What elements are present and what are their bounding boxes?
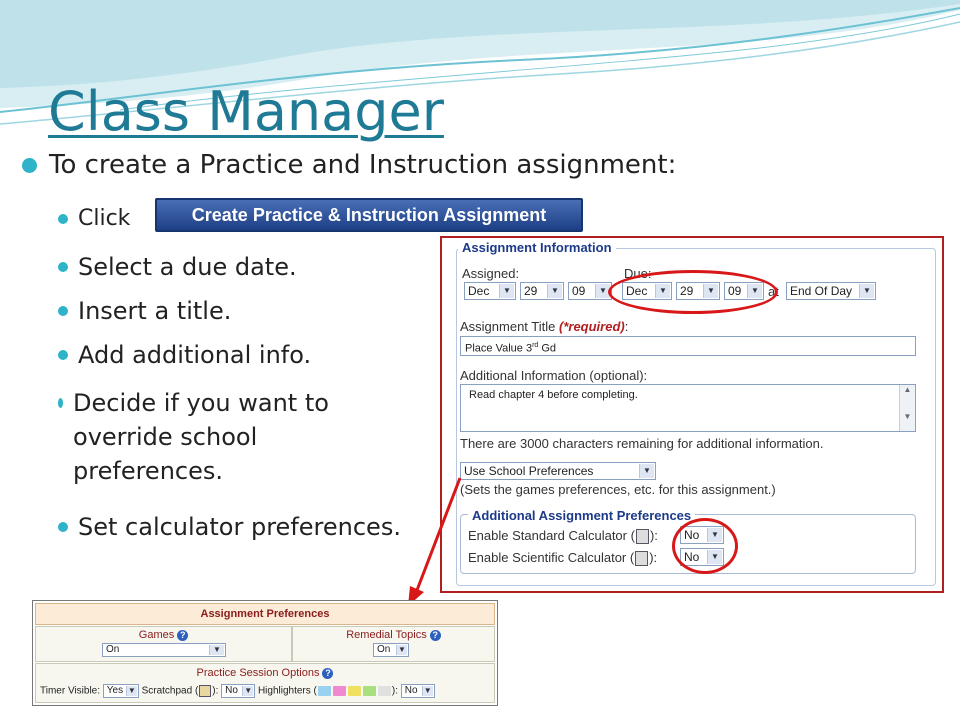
assigned-year-select[interactable] [568, 282, 612, 300]
preferences-select[interactable] [460, 462, 656, 480]
sci-calc-value: No [684, 550, 700, 564]
chevron-down-icon: ▼ [499, 284, 514, 298]
scratchpad-icon [199, 685, 211, 697]
chevron-down-icon: ▼ [707, 550, 722, 564]
calculator-highlight [672, 518, 738, 574]
highlighters-select[interactable] [401, 684, 435, 698]
help-icon[interactable]: ? [177, 630, 188, 641]
scroll-down-icon: ▼ [903, 412, 912, 421]
bullet-due-text: Select a due date. [78, 253, 297, 281]
highlighter-green-icon [363, 686, 376, 696]
scratchpad-value: No [225, 685, 238, 696]
remedial-value: On [377, 644, 391, 655]
chevron-down-icon: ▼ [126, 686, 137, 696]
sci-calc-label-text: Enable Scientific Calculator ( [468, 550, 635, 565]
highlighter-pink-icon [333, 686, 346, 696]
textarea-scrollbar[interactable] [899, 385, 915, 431]
highlighters-value: No [404, 685, 418, 696]
chevron-down-icon: ▼ [859, 284, 874, 298]
bullet-title-text: Insert a title. [78, 297, 232, 325]
bullet-dot [58, 398, 63, 408]
title-label-text: Assignment Title [460, 319, 556, 334]
games-select[interactable] [102, 643, 226, 657]
main-bullet-text: To create a Practice and Instruction assignment: [49, 150, 677, 180]
assigned-month-value: Dec [468, 284, 490, 298]
remedial-cell [292, 626, 495, 662]
bullet-info-text: Add additional info. [78, 341, 312, 369]
highlighters-label: Highlighters ( [257, 685, 317, 697]
due-month-value: Dec [626, 284, 648, 298]
remedial-label: Remedial Topics [346, 629, 427, 641]
games-cell [35, 626, 292, 662]
title-label [460, 319, 628, 334]
due-label: Due: [624, 266, 652, 281]
scientific-calculator-icon [635, 551, 648, 566]
additional-prefs-legend: Additional Assignment Preferences [468, 508, 695, 523]
assignment-info-panel [440, 236, 944, 593]
std-calc-value: No [684, 528, 700, 542]
timer-value: Yes [106, 685, 124, 696]
sci-calc-label-close: ): [649, 550, 658, 565]
bullet-dot [58, 522, 68, 532]
due-time-select[interactable] [786, 282, 876, 300]
scroll-up-icon: ▲ [903, 385, 912, 394]
games-label: Games [138, 629, 175, 641]
assigned-day-value: 29 [524, 284, 538, 298]
timer-select[interactable] [103, 684, 139, 698]
games-value: On [106, 644, 120, 655]
chevron-down-icon: ▼ [707, 528, 722, 542]
bullet-calc-text: Set calculator preferences. [78, 513, 401, 541]
additional-info-label: Additional Information (optional): [460, 368, 648, 383]
assignment-info-legend: Assignment Information [458, 240, 616, 255]
create-assignment-button[interactable]: Create Practice & Instruction Assignment [155, 198, 583, 232]
highlighter-eraser-icon [378, 686, 391, 696]
assigned-month-select[interactable] [464, 282, 516, 300]
remedial-select[interactable] [373, 643, 409, 657]
assigned-day-select[interactable] [520, 282, 564, 300]
due-time-value: End Of Day [790, 284, 853, 298]
due-day-value: 29 [680, 284, 694, 298]
highlighter-blue-icon [318, 686, 331, 696]
assignment-prefs-header: Assignment Preferences [35, 603, 495, 625]
practice-options-row [40, 684, 435, 698]
bullet-dot [58, 262, 68, 272]
chevron-down-icon: ▼ [639, 464, 654, 478]
bullet-dot [58, 214, 68, 224]
std-calc-label-close: ): [649, 528, 658, 543]
red-arrow [400, 470, 470, 610]
chevron-down-icon: ▼ [547, 284, 562, 298]
remedial-title [293, 629, 494, 641]
at-label: at [768, 284, 779, 299]
due-date-highlight [608, 270, 778, 314]
scratchpad-select[interactable] [221, 684, 255, 698]
due-year-value: 09 [728, 284, 742, 298]
scratchpad-label: Scratchpad ( [141, 685, 199, 697]
bullet-calc [58, 510, 401, 544]
std-calc-label-text: Enable Standard Calculator ( [468, 528, 635, 543]
bullet-dot [58, 350, 68, 360]
chevron-down-icon: ▼ [396, 645, 407, 655]
assignment-title-input[interactable] [460, 336, 916, 356]
bullet-title [58, 294, 231, 328]
chevron-down-icon: ▼ [209, 645, 224, 655]
practice-options-cell [35, 663, 495, 703]
bullet-override [58, 386, 378, 488]
calculator-icon [636, 529, 649, 544]
scratchpad-close: ): [212, 685, 219, 697]
assigned-year-value: 09 [572, 284, 586, 298]
std-calc-label [468, 528, 658, 544]
bullet-click-text: Click [78, 206, 131, 231]
bullet-due [58, 250, 297, 284]
title-input-value: Place Value 3 [465, 342, 533, 355]
bullet-click [58, 202, 130, 236]
bullet-dot [22, 158, 37, 173]
assignment-prefs-panel [32, 600, 498, 706]
chevron-down-icon: ▼ [422, 686, 433, 696]
sci-calc-label [468, 550, 657, 566]
chars-remaining-text: There are 3000 characters remaining for additional information. [460, 436, 824, 451]
games-title [36, 629, 291, 641]
main-bullet [22, 150, 676, 180]
required-marker: (*required) [559, 319, 625, 334]
practice-options-label: Practice Session Options [196, 667, 320, 679]
preferences-select-value: Use School Preferences [464, 464, 594, 478]
help-icon[interactable]: ? [322, 668, 333, 679]
chevron-down-icon: ▼ [242, 686, 253, 696]
chevron-down-icon: ▼ [655, 284, 670, 298]
title-input-suffix: Gd [538, 342, 557, 355]
highlighters-close: ): [391, 685, 398, 697]
help-icon[interactable]: ? [430, 630, 441, 641]
bullet-dot [58, 306, 68, 316]
chevron-down-icon: ▼ [747, 284, 762, 298]
chevron-down-icon: ▼ [595, 284, 610, 298]
preferences-note: (Sets the games preferences, etc. for this assignment.) [460, 482, 776, 497]
timer-label: Timer Visible: [40, 685, 101, 697]
slide-title: Class Manager [48, 80, 444, 143]
highlighter-yellow-icon [348, 686, 361, 696]
practice-options-title [36, 667, 494, 679]
assigned-label: Assigned: [462, 266, 520, 281]
additional-info-textarea[interactable] [460, 384, 916, 432]
chevron-down-icon: ▼ [703, 284, 718, 298]
title-input-sup: rd [532, 342, 539, 349]
title-label-colon: : [624, 319, 629, 334]
bullet-info [58, 338, 311, 372]
bullet-override-text: Decide if you want to override school preferences. [73, 389, 329, 485]
additional-info-value: Read chapter 4 before completing. [469, 389, 638, 401]
